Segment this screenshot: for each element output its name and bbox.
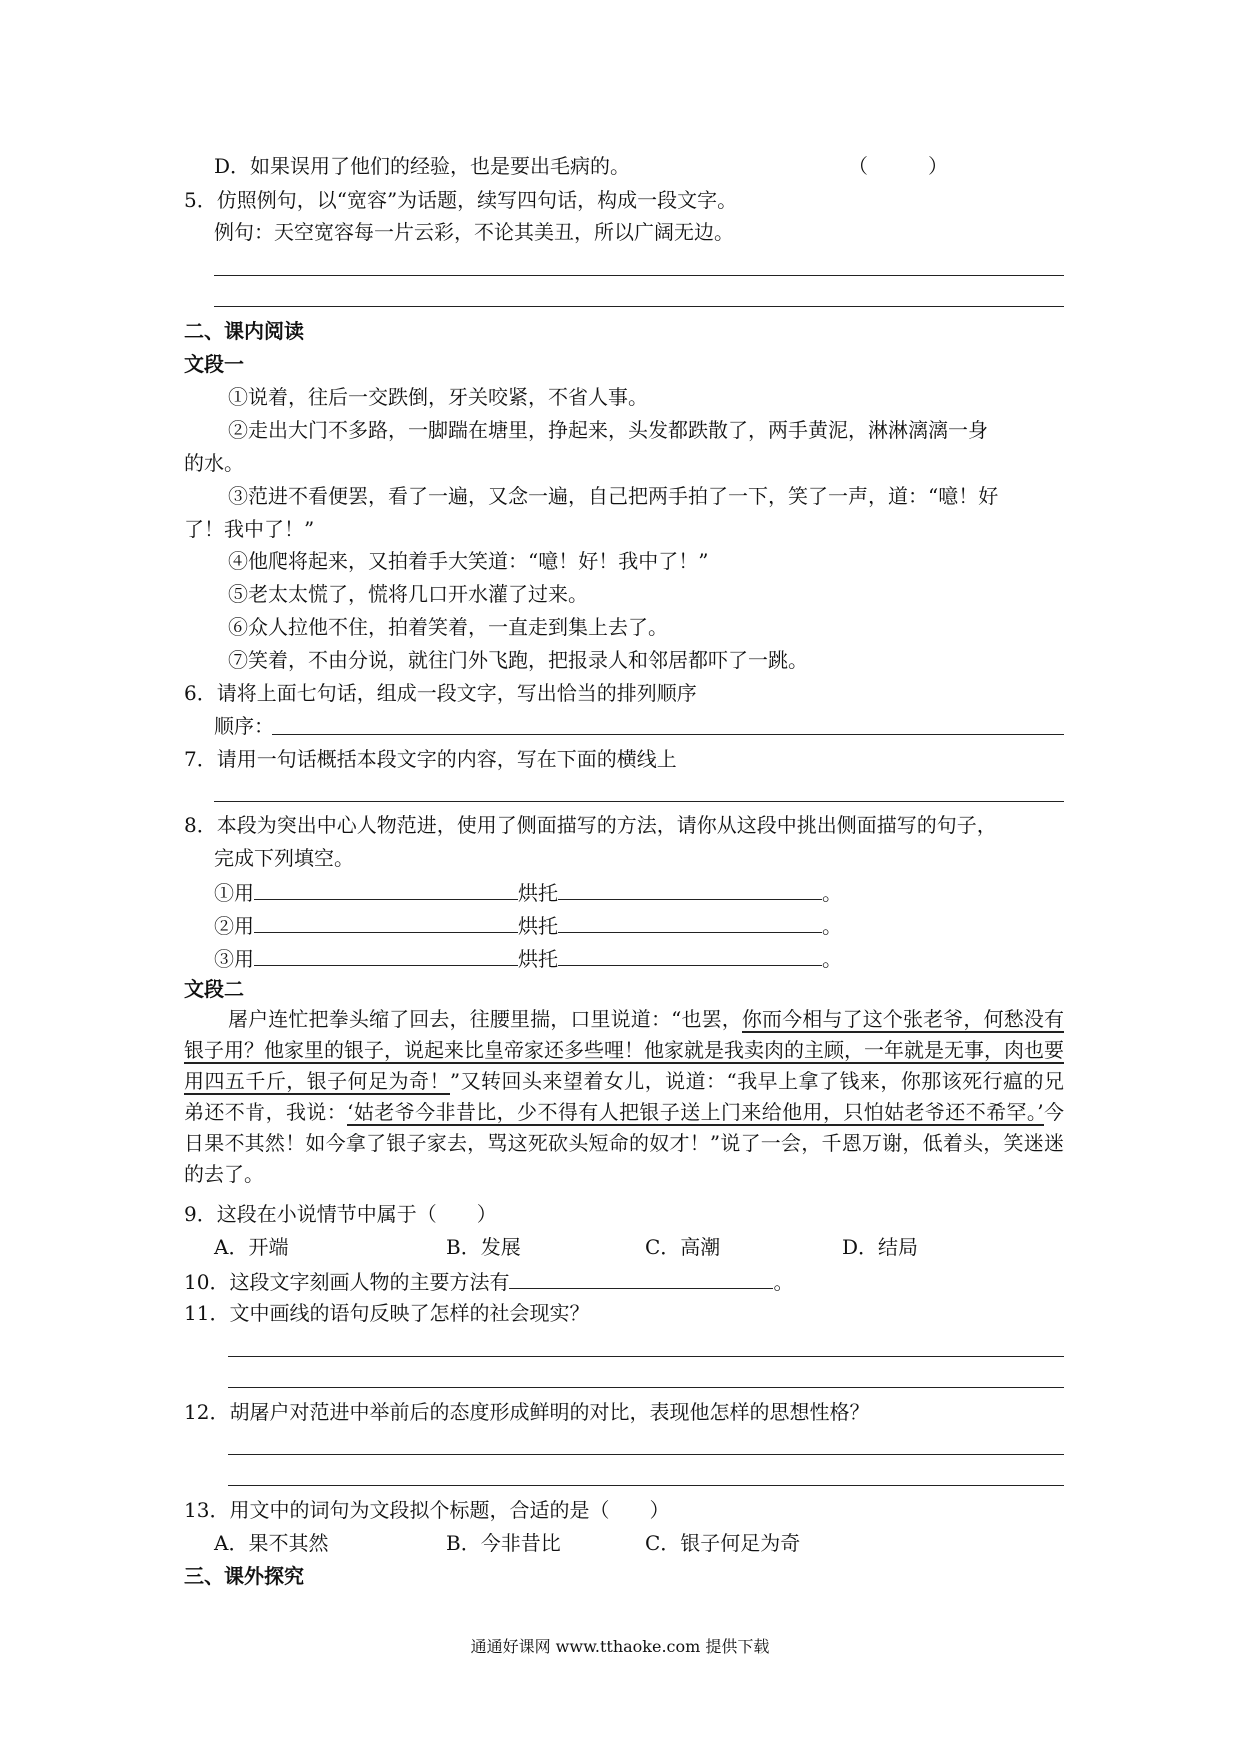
fill-item-3: ③用 烘托 。: [214, 943, 842, 973]
sentence-3: ③范进不看便罢，看了一遍，又念一遍，自己把两手拍了一下，笑了一声，道：“噫！好: [228, 484, 999, 508]
underlined-sentence: ‘姑老爷今非昔比，少不得有人把银子送上门来给他用，只怕姑老爷还不希罕。’: [347, 1100, 1044, 1124]
question-13-option-c: C．银子何足为奇: [645, 1531, 801, 1555]
option-d: D．如果误用了他们的经验，也是要出毛病的。: [214, 154, 631, 178]
question-5: 5．仿照例句，以“宽容”为话题，续写四句话，构成一段文字。: [184, 188, 738, 212]
question-10: 10．这段文字刻画人物的主要方法有 。: [184, 1266, 793, 1296]
answer-line: [214, 801, 1064, 802]
question-7: 7．请用一句话概括本段文字的内容，写在下面的横线上: [184, 747, 677, 771]
sentence-3-cont: 了！我中了！”: [184, 517, 315, 541]
section-2-title: 二、课内阅读: [184, 319, 304, 343]
question-9-option-c: C．高潮: [645, 1235, 721, 1259]
question-6-label: 顺序：: [214, 714, 274, 738]
question-13-option-b: B．今非昔比: [446, 1531, 561, 1555]
question-5-example: 例句：天空宽容每一片云彩，不论其美丑，所以广阔无边。: [214, 220, 734, 244]
question-13: 13．用文中的词句为文段拟个标题，合适的是（ ）: [184, 1498, 670, 1522]
sentence-2: ②走出大门不多路，一脚踹在塘里，挣起来，头发都跌散了，两手黄泥，淋淋漓漓一身: [228, 418, 988, 442]
fill-item-1: ①用 烘托 。: [214, 877, 842, 907]
question-13-option-a: A．果不其然: [214, 1531, 329, 1555]
answer-line: [214, 306, 1064, 307]
passage-2-text: 屠户连忙把拳头缩了回去，往腰里揣，口里说道：“也罢，你而今相与了这个张老爷，何愁没有银子用？他家里的银子，说起来比皇帝家还多些哩！他家就是我卖肉的主顾，一年就是无事，肉也要用四五千斤，银子何足为奇！”又转回头来望着女儿，说道：“我早上拿了钱来，你那该死行瘟的兄弟还不肯，我说：‘姑老爷今非昔比，少不得有人把银子送上门来给他用，只怕姑老爷还不希罕。’今日果不其然！如今拿了银子家去，骂这死砍头短命的奴才！”说了一会，千恩万谢，低着头，笑迷迷的去了。: [184, 1007, 1065, 1186]
section-3-title: 三、课外探究: [184, 1564, 304, 1588]
underlined-sentence: 你而今相与了这个张老爷，何愁没有银子用？他家里的银子，说起来比皇帝家还多些哩！他家就是我卖肉的主顾，一年就是无事，肉也要用四五千斤，银子何足为奇！: [184, 1007, 1064, 1093]
question-9: 9．这段在小说情节中属于（ ）: [184, 1202, 497, 1226]
sentence-5: ⑤老太太慌了，慌将几口开水灌了过来。: [228, 582, 588, 606]
question-8-line1: 8．本段为突出中心人物范进，使用了侧面描写的方法，请你从这段中挑出侧面描写的句子，: [184, 813, 997, 837]
answer-paren: （ ）: [848, 154, 948, 178]
answer-line: [228, 1454, 1064, 1455]
answer-line: [228, 1485, 1064, 1486]
question-12: 12．胡屠户对范进中举前后的态度形成鲜明的对比，表现他怎样的思想性格？: [184, 1400, 870, 1424]
sentence-4: ④他爬将起来，又拍着手大笑道：“噫！好！我中了！”: [228, 549, 709, 573]
question-9-option-a: A．开端: [214, 1235, 289, 1259]
sentence-2-cont: 的水。: [184, 451, 244, 475]
question-8-line2: 完成下列填空。: [214, 846, 354, 870]
answer-line: [272, 734, 1064, 735]
question-6: 6．请将上面七句话，组成一段文字，写出恰当的排列顺序: [184, 681, 697, 705]
footer-source: 通通好课网 www.tthaoke.com 提供下载: [470, 1637, 770, 1656]
fill-item-2: ②用 烘托 。: [214, 910, 842, 940]
question-9-option-b: B．发展: [446, 1235, 521, 1259]
passage-2-title: 文段二: [184, 977, 244, 1001]
question-11: 11．文中画线的语句反映了怎样的社会现实？: [184, 1301, 590, 1325]
question-9-option-d: D．结局: [842, 1235, 919, 1259]
answer-line: [228, 1356, 1064, 1357]
answer-line: [214, 275, 1064, 276]
sentence-6: ⑥众人拉他不住，拍着笑着，一直走到集上去了。: [228, 615, 668, 639]
sentence-7: ⑦笑着，不由分说，就往门外飞跑，把报录人和邻居都吓了一跳。: [228, 648, 808, 672]
answer-line: [228, 1387, 1064, 1388]
sentence-1: ①说着，往后一交跌倒，牙关咬紧，不省人事。: [228, 385, 648, 409]
passage-1-title: 文段一: [184, 352, 244, 376]
